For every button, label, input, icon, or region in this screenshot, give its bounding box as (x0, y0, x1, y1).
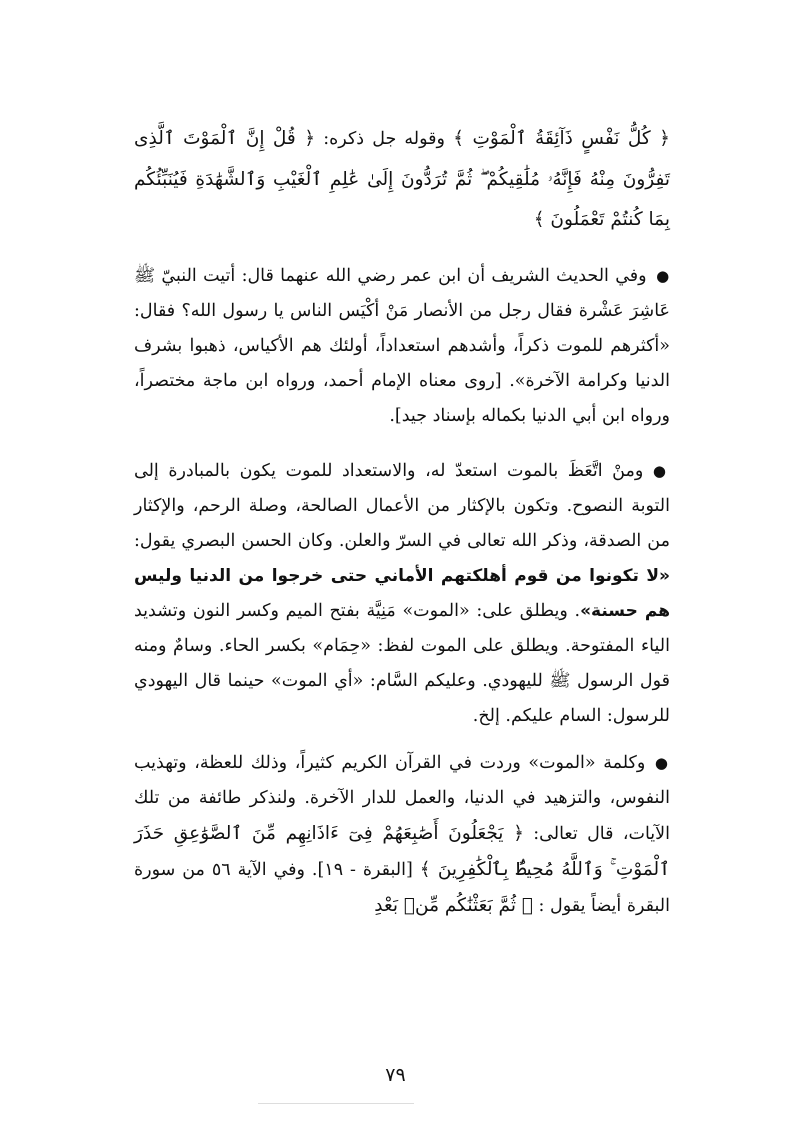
page-body (134, 118, 670, 924)
bullet-icon: ● (654, 754, 670, 772)
bullet-icon: ● (656, 267, 670, 285)
quran-verse: ﴿ يَجْعَلُونَ أَصَٰبِعَهُمْ فِىٓ ءَاذَانِهِم مِّنَ ٱلصَّوَٰعِقِ حَذَرَ ٱلْمَوْتِ ۚ وَٱللَّهُ مُحِيطٌۢ بِٱلْكَٰفِرِينَ ﴾ (134, 823, 670, 880)
paragraph-text: ومنْ اتَّعَظَ بالموت استعدّ له، والاستعداد للموت يكون بالمبادرة إلى التوبة النصوح. وتكون بالإكثار من الأعمال الصالحة، وصلة الرحم، والإكثار من الصدقة، وذكر الله تعالى في السرّ والعلن. وكان الحسن البصري يقول: (134, 461, 670, 551)
preparation-paragraph (134, 454, 670, 734)
page-number: ٧٩ (385, 1064, 406, 1086)
paragraph-text: وفي الآية ٥٦ من سورة البقرة أيضاً يقول : (134, 860, 670, 916)
bullet-icon: ● (652, 462, 671, 480)
hadith-paragraph (134, 259, 670, 434)
paragraph-text: وفي الحديث الشريف أن ابن عمر رضي الله عنهما قال: أتيت النبيّ ﷺ عَاشِرَ عَشْرة فقال رجل من الأنصار مَنْ أكْيَس الناس يا رسول الله؟ فقال: «أكثرهم للموت ذكراً، وأشدهم استعداداً، أولئك هم الأكياس، ذهبوا بشرف الدنيا وكرامة الآخرة». [روى معناه الإمام أحمد، ورواه ابن ماجة مختصراً، ورواه ابن أبي الدنيا بكماله بإسناد جيد]. (134, 266, 670, 426)
paragraph-gap (134, 734, 670, 746)
paragraph-text: . ويطلق على: «الموت» مَنِيَّة بفتح الميم وكسر النون وتشديد الياء المفتوحة. ويطلق على الموت لفظ: «حِمَام» بكسر الحاء. وسامٌ ومنه قول الرسول ﷺ لليهودي. وعليكم السَّام: «أي الموت» حينما قال اليهودي للرسول: السام عليكم. إلخ. (134, 601, 670, 726)
quran-verse: ﴿ ثُمَّ بَعَثْنَٰكُم مِّنۢ بَعْدِ (374, 895, 533, 916)
quran-verse: ﴿ قُلْ إِنَّ ٱلْمَوْتَ ٱلَّذِى تَفِرُّونَ مِنْهُ فَإِنَّهُۥ مُلَٰقِيكُمْ ۖ ثُمَّ تُرَدُّونَ إِلَىٰ عَٰلِمِ ٱلْغَيْبِ وَٱلشَّهَٰدَةِ فَيُنَبِّئُكُم بِمَا كُنتُمْ تَعْمَلُونَ ﴾ (134, 128, 670, 230)
paragraph-text: وقوله جل ذكره: (315, 129, 454, 149)
quran-mentions-paragraph (134, 746, 670, 924)
opening-verses-paragraph (134, 118, 670, 239)
surah-reference: [البقرة - ١٩]. (311, 860, 420, 880)
paragraph-text: وكلمة «الموت» وردت في القرآن الكريم كثيراً، وذلك للعظة، وتهذيب النفوس، والتزهيد في الدنيا، والعمل للدار الآخرة. ولنذكر طائفة من تلك الآيات، قال تعالى: (134, 753, 670, 844)
paragraph-gap (134, 434, 670, 454)
footer-rule (258, 1103, 414, 1104)
paragraph-gap (134, 239, 670, 259)
quran-verse: ﴿ كُلُّ نَفْسٍ ذَآئِقَةُ ٱلْمَوْتِ ﴾ (453, 128, 670, 149)
bold-quote: «لا تكونوا من قوم أهلكتهم الأماني حتى خرجوا من الدنيا وليس هم حسنة» (134, 566, 670, 621)
